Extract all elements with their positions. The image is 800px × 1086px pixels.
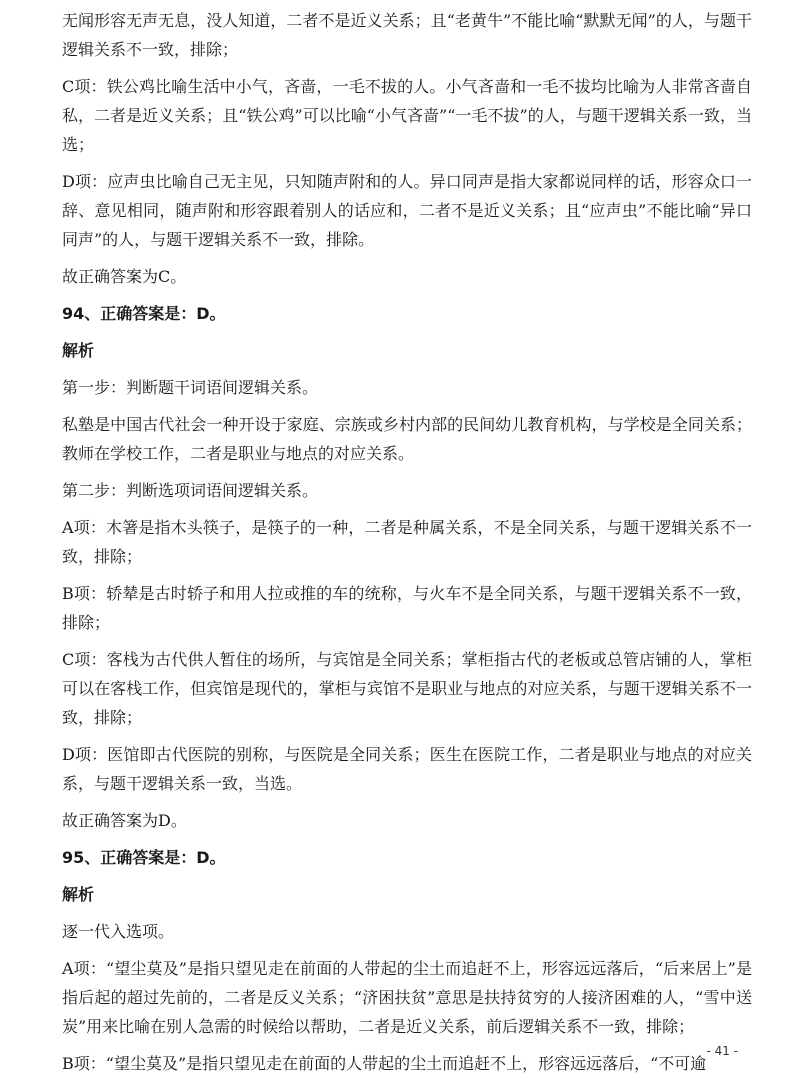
section-heading: 95、正确答案是：D。	[62, 848, 226, 867]
paragraph: 故正确答案为C。	[62, 267, 187, 286]
paragraph: D项：应声虫比喻自己无主见，只知随声附和的人。异口同声是指大家都说同样的话，形容众口一辞、意见相同，随声附和形容跟着别人的话应和，二者不是近义关系；且“应声虫”不能比喻“异口同声”的人，与题干逻辑关系不一致，排除。	[62, 172, 752, 249]
paragraph: 第二步：判断选项词语间逻辑关系。	[62, 481, 319, 500]
paragraph: A项：“望尘莫及”是指只望见走在前面的人带起的尘土而追赶不上，形容远远落后，“后来居上”是指后起的超过先前的，二者是反义关系；“济困扶贫”意思是扶持贫穷的人接济困难的人，“雪中送炭”用来比喻在别人急需的时候给以帮助，二者是近义关系，前后逻辑关系不一致，排除；	[62, 959, 752, 1036]
paragraph: B项：轿辇是古时轿子和用人拉或推的车的统称，与火车不是全同关系，与题干逻辑关系不一致，排除；	[62, 584, 752, 632]
document-page	[62, 6, 752, 1086]
paragraph: B项：“望尘莫及”是指只望见走在前面的人带起的尘土而追赶不上，形容远远落后，“不可逾	[62, 1054, 707, 1073]
paragraph: 无闻形容无声无息，没人知道，二者不是近义关系；且“老黄牛”不能比喻“默默无闻”的人，与题干逻辑关系不一致，排除；	[62, 11, 752, 59]
paragraph: C项：客栈为古代供人暂住的场所，与宾馆是全同关系；掌柜指古代的老板或总管店铺的人，掌柜可以在客栈工作，但宾馆是现代的，掌柜与宾馆不是职业与地点的对应关系，与题干逻辑关系不一致，排除；	[62, 650, 752, 727]
paragraph: 第一步：判断题干词语间逻辑关系。	[62, 378, 319, 397]
section-heading: 解析	[62, 885, 95, 904]
paragraph: D项：医馆即古代医院的别称，与医院是全同关系；医生在医院工作，二者是职业与地点的对应关系，与题干逻辑关系一致，当选。	[62, 745, 752, 793]
section-heading: 94、正确答案是：D。	[62, 304, 226, 323]
page-number: - 41 -	[706, 1044, 738, 1058]
section-heading: 解析	[62, 341, 95, 360]
paragraph: C项：铁公鸡比喻生活中小气，吝啬，一毛不拔的人。小气吝啬和一毛不拔均比喻为人非常吝啬自私，二者是近义关系；且“铁公鸡”可以比喻“小气吝啬”“一毛不拔”的人，与题干逻辑关系一致，当选；	[62, 77, 752, 154]
paragraph: 私塾是中国古代社会一种开设于家庭、宗族或乡村内部的民间幼儿教育机构，与学校是全同关系；教师在学校工作，二者是职业与地点的对应关系。	[62, 415, 752, 463]
paragraph: A项：木箸是指木头筷子，是筷子的一种，二者是种属关系，不是全同关系，与题干逻辑关系不一致，排除；	[62, 518, 752, 566]
paragraph: 故正确答案为D。	[62, 811, 187, 830]
paragraph: 逐一代入选项。	[62, 922, 175, 941]
